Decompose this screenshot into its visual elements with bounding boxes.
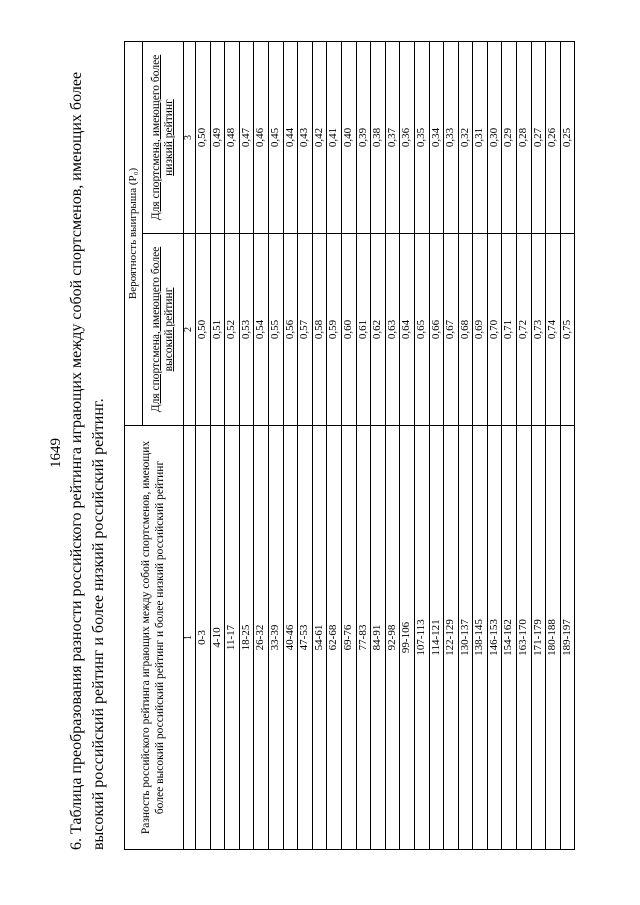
cell-probability-lower: 0,46 bbox=[254, 42, 269, 234]
table-body bbox=[196, 42, 575, 850]
rotated-content bbox=[10, 18, 630, 878]
cell-probability-lower: 0,26 bbox=[546, 42, 561, 234]
cell-probability-higher: 0,61 bbox=[356, 234, 371, 426]
table-title-line-2: высокий российский рейтинг и более низкий российский рейтинг. bbox=[90, 398, 107, 850]
cell-probability-lower: 0,28 bbox=[517, 42, 532, 234]
cell-probability-higher: 0,51 bbox=[210, 234, 225, 426]
cell-rating-difference: 146-153 bbox=[487, 426, 502, 850]
cell-probability-higher: 0,52 bbox=[225, 234, 240, 426]
cell-probability-higher: 0,55 bbox=[268, 234, 283, 426]
cell-probability-lower: 0,41 bbox=[327, 42, 342, 234]
column-number-3: 3 bbox=[184, 42, 196, 234]
cell-probability-lower: 0,45 bbox=[268, 42, 283, 234]
header-higher-rating bbox=[143, 234, 184, 426]
table-row bbox=[429, 42, 444, 850]
table-row bbox=[356, 42, 371, 850]
cell-rating-difference: 26-32 bbox=[254, 426, 269, 850]
cell-rating-difference: 18-25 bbox=[239, 426, 254, 850]
table-row bbox=[268, 42, 283, 850]
cell-rating-difference: 138-145 bbox=[473, 426, 488, 850]
cell-rating-difference: 154-162 bbox=[502, 426, 517, 850]
cell-probability-lower: 0,32 bbox=[458, 42, 473, 234]
table-row bbox=[196, 42, 211, 850]
cell-rating-difference: 40-46 bbox=[283, 426, 298, 850]
cell-probability-lower: 0,44 bbox=[283, 42, 298, 234]
cell-probability-lower: 0,37 bbox=[385, 42, 400, 234]
cell-probability-higher: 0,53 bbox=[239, 234, 254, 426]
table-row bbox=[312, 42, 327, 850]
table-row bbox=[341, 42, 356, 850]
cell-probability-lower: 0,38 bbox=[371, 42, 386, 234]
table-row bbox=[327, 42, 342, 850]
cell-probability-higher: 0,70 bbox=[487, 234, 502, 426]
cell-rating-difference: 163-170 bbox=[517, 426, 532, 850]
cell-probability-lower: 0,30 bbox=[487, 42, 502, 234]
rating-conversion-table bbox=[124, 41, 575, 850]
cell-probability-higher: 0,62 bbox=[371, 234, 386, 426]
table-row bbox=[385, 42, 400, 850]
cell-probability-higher: 0,56 bbox=[283, 234, 298, 426]
cell-probability-lower: 0,27 bbox=[531, 42, 546, 234]
cell-probability-lower: 0,48 bbox=[225, 42, 240, 234]
cell-probability-higher: 0,59 bbox=[327, 234, 342, 426]
table-row bbox=[531, 42, 546, 850]
cell-rating-difference: 62-68 bbox=[327, 426, 342, 850]
cell-rating-difference: 180-188 bbox=[546, 426, 561, 850]
table-title-line-1: 6. Таблица преобразования разности российского рейтинга играющих между собой спортсменов, имеющих более bbox=[68, 71, 85, 850]
cell-rating-difference: 171-179 bbox=[531, 426, 546, 850]
cell-probability-lower: 0,35 bbox=[414, 42, 429, 234]
cell-rating-difference: 4-10 bbox=[210, 426, 225, 850]
cell-rating-difference: 33-39 bbox=[268, 426, 283, 850]
header-lower-rating bbox=[143, 42, 184, 234]
cell-rating-difference: 77-83 bbox=[356, 426, 371, 850]
table-row bbox=[473, 42, 488, 850]
cell-rating-difference: 84-91 bbox=[371, 426, 386, 850]
cell-probability-higher: 0,64 bbox=[400, 234, 415, 426]
cell-rating-difference: 92-98 bbox=[385, 426, 400, 850]
cell-probability-lower: 0,49 bbox=[210, 42, 225, 234]
cell-rating-difference: 69-76 bbox=[341, 426, 356, 850]
cell-probability-higher: 0,65 bbox=[414, 234, 429, 426]
cell-probability-lower: 0,25 bbox=[560, 42, 575, 234]
cell-rating-difference: 107-113 bbox=[414, 426, 429, 850]
cell-probability-higher: 0,58 bbox=[312, 234, 327, 426]
cell-probability-higher: 0,50 bbox=[196, 234, 211, 426]
table-row bbox=[414, 42, 429, 850]
cell-probability-lower: 0,33 bbox=[444, 42, 459, 234]
cell-rating-difference: 130-137 bbox=[458, 426, 473, 850]
cell-probability-higher: 0,60 bbox=[341, 234, 356, 426]
cell-probability-lower: 0,39 bbox=[356, 42, 371, 234]
column-number-2: 2 bbox=[184, 234, 196, 426]
cell-probability-lower: 0,43 bbox=[298, 42, 313, 234]
table-row bbox=[502, 42, 517, 850]
column-number-1: 1 bbox=[184, 426, 196, 850]
table-row bbox=[254, 42, 269, 850]
cell-rating-difference: 47-53 bbox=[298, 426, 313, 850]
cell-probability-higher: 0,54 bbox=[254, 234, 269, 426]
cell-probability-lower: 0,50 bbox=[196, 42, 211, 234]
cell-probability-lower: 0,34 bbox=[429, 42, 444, 234]
table-row bbox=[371, 42, 386, 850]
cell-probability-lower: 0,29 bbox=[502, 42, 517, 234]
cell-probability-higher: 0,68 bbox=[458, 234, 473, 426]
cell-probability-higher: 0,69 bbox=[473, 234, 488, 426]
cell-probability-lower: 0,36 bbox=[400, 42, 415, 234]
cell-probability-higher: 0,73 bbox=[531, 234, 546, 426]
table-row bbox=[458, 42, 473, 850]
cell-probability-higher: 0,66 bbox=[429, 234, 444, 426]
table-row bbox=[517, 42, 532, 850]
table-row bbox=[560, 42, 575, 850]
cell-probability-higher: 0,75 bbox=[560, 234, 575, 426]
table-row bbox=[225, 42, 240, 850]
cell-probability-lower: 0,42 bbox=[312, 42, 327, 234]
cell-probability-lower: 0,40 bbox=[341, 42, 356, 234]
cell-rating-difference: 189-197 bbox=[560, 426, 575, 850]
table-row bbox=[444, 42, 459, 850]
cell-rating-difference: 114-121 bbox=[429, 426, 444, 850]
cell-probability-higher: 0,57 bbox=[298, 234, 313, 426]
cell-probability-higher: 0,71 bbox=[502, 234, 517, 426]
cell-rating-difference: 11-17 bbox=[225, 426, 240, 850]
header-rating-difference: Разность российского рейтинга играющих между собой спортсменов, имеющих более высокий российский рейтинг и более низкий российский рейтинг bbox=[125, 426, 184, 850]
cell-probability-higher: 0,63 bbox=[385, 234, 400, 426]
cell-rating-difference: 0-3 bbox=[196, 426, 211, 850]
cell-rating-difference: 54-61 bbox=[312, 426, 327, 850]
cell-rating-difference: 122-129 bbox=[444, 426, 459, 850]
header-lower-rating-text: Для спортсмена, имеющего более низкий рейтинг bbox=[149, 54, 176, 221]
table-row bbox=[400, 42, 415, 850]
table-row bbox=[283, 42, 298, 850]
cell-rating-difference: 99-106 bbox=[400, 426, 415, 850]
table-row bbox=[298, 42, 313, 850]
table-row bbox=[487, 42, 502, 850]
table-row bbox=[210, 42, 225, 850]
cell-probability-lower: 0,31 bbox=[473, 42, 488, 234]
cell-probability-higher: 0,67 bbox=[444, 234, 459, 426]
header-higher-rating-text: Для спортсмена, имеющего более высокий рейтинг bbox=[149, 246, 176, 413]
table-row bbox=[546, 42, 561, 850]
header-win-probability: Вероятность выигрыша (P₀) bbox=[125, 42, 143, 426]
table-row bbox=[239, 42, 254, 850]
cell-probability-lower: 0,47 bbox=[239, 42, 254, 234]
cell-probability-higher: 0,72 bbox=[517, 234, 532, 426]
page-number: 1649 bbox=[48, 438, 64, 468]
cell-probability-higher: 0,74 bbox=[546, 234, 561, 426]
